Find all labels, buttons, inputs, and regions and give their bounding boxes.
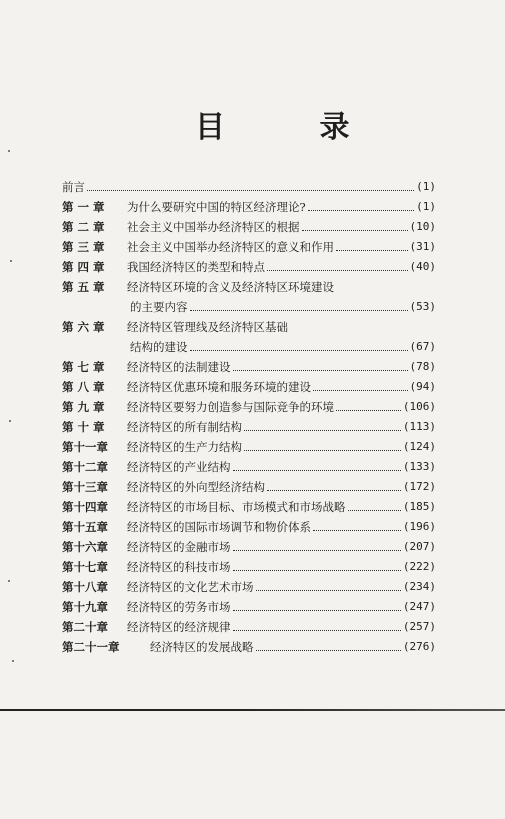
dot-leader xyxy=(233,570,401,571)
bottom-rule xyxy=(0,709,505,711)
dot-leader xyxy=(348,510,401,511)
scan-speck xyxy=(9,420,11,422)
toc-page-number: (40) xyxy=(409,260,436,273)
dot-leader xyxy=(256,590,401,591)
page-title: 目 录 xyxy=(195,110,392,145)
toc-page-number: (172) xyxy=(402,480,436,493)
toc-entry[interactable] xyxy=(62,457,436,477)
dot-leader xyxy=(308,210,414,211)
toc-entry[interactable] xyxy=(62,377,436,397)
toc-page-number: (1) xyxy=(416,200,436,213)
toc-entry[interactable] xyxy=(62,397,436,417)
toc-page-number: (106) xyxy=(402,400,436,413)
toc-chapter-label: 第 八 章 xyxy=(62,380,105,394)
toc-chapter-title: 我国经济特区的类型和特点 xyxy=(127,260,265,274)
toc-entry-preface[interactable] xyxy=(62,177,436,197)
toc-page-number: (94) xyxy=(409,380,436,393)
toc-page-number: (185) xyxy=(402,500,436,513)
toc-page-number: (247) xyxy=(402,600,436,613)
toc-page-number: (67) xyxy=(409,340,436,353)
toc-chapter-label: 第二十章 xyxy=(62,620,108,634)
toc-chapter-title: 社会主义中国举办经济特区的根据 xyxy=(127,220,300,234)
toc-entry[interactable] xyxy=(62,317,436,337)
toc-entry[interactable] xyxy=(62,537,436,557)
toc-entry[interactable] xyxy=(62,577,436,597)
toc-chapter-title: 经济特区的劳务市场 xyxy=(127,600,231,614)
dot-leader xyxy=(244,430,401,431)
toc-entry[interactable] xyxy=(62,637,436,657)
toc-chapter-title: 经济特区的法制建设 xyxy=(127,360,231,374)
toc-chapter-label: 第十七章 xyxy=(62,560,108,574)
toc-chapter-label: 第十二章 xyxy=(62,460,108,474)
scan-speck xyxy=(10,260,12,262)
dot-leader xyxy=(313,390,408,391)
toc-chapter-title: 经济特区的发展战略 xyxy=(150,640,254,654)
toc-entry[interactable] xyxy=(62,237,436,257)
toc-page-number: (124) xyxy=(402,440,436,453)
toc-chapter-title: 经济特区的文化艺术市场 xyxy=(127,580,254,594)
dot-leader xyxy=(244,450,401,451)
toc-chapter-title: 的主要内容 xyxy=(130,300,188,314)
toc-page-number: (196) xyxy=(402,520,436,533)
toc-chapter-label: 第十六章 xyxy=(62,540,108,554)
toc-chapter-title: 经济特区的金融市场 xyxy=(127,540,231,554)
toc-chapter-label: 第 四 章 xyxy=(62,260,105,274)
scan-speck xyxy=(8,580,10,582)
toc-entry[interactable] xyxy=(62,217,436,237)
toc-chapter-label: 第十八章 xyxy=(62,580,108,594)
toc-page-number: (276) xyxy=(402,640,436,653)
toc-chapter-title: 结构的建设 xyxy=(130,340,188,354)
toc-chapter-title: 为什么要研究中国的特区经济理论? xyxy=(127,200,306,214)
dot-leader xyxy=(267,490,401,491)
toc-entry-continuation[interactable] xyxy=(62,297,436,317)
toc-entry-continuation[interactable] xyxy=(62,337,436,357)
scan-speck xyxy=(8,150,10,152)
toc-page-number: (257) xyxy=(402,620,436,633)
toc-chapter-title: 经济特区的市场目标、市场模式和市场战略 xyxy=(127,500,346,514)
toc-chapter-label: 第十四章 xyxy=(62,500,108,514)
toc-chapter-label: 第十一章 xyxy=(62,440,108,454)
toc-page-number: (78) xyxy=(409,360,436,373)
toc-entry[interactable] xyxy=(62,417,436,437)
toc-chapter-label: 第十五章 xyxy=(62,520,108,534)
toc-chapter-label: 第 五 章 xyxy=(62,280,105,294)
dot-leader xyxy=(190,310,408,311)
toc-entry[interactable] xyxy=(62,437,436,457)
toc-entry[interactable] xyxy=(62,357,436,377)
toc-entry[interactable] xyxy=(62,497,436,517)
toc-page-number: (222) xyxy=(402,560,436,573)
toc-page-number: (31) xyxy=(409,240,436,253)
toc-chapter-title: 经济特区的科技市场 xyxy=(127,560,231,574)
dot-leader xyxy=(190,350,408,351)
dot-leader xyxy=(256,650,401,651)
dot-leader xyxy=(233,370,408,371)
toc-chapter-label: 第二十一章 xyxy=(62,640,120,654)
dot-leader xyxy=(233,550,401,551)
table-of-contents xyxy=(62,177,436,657)
toc-chapter-title: 经济特区的所有制结构 xyxy=(127,420,242,434)
toc-chapter-label: 前言 xyxy=(62,180,85,194)
dot-leader xyxy=(233,470,401,471)
toc-page-number: (10) xyxy=(409,220,436,233)
dot-leader xyxy=(336,250,408,251)
toc-chapter-title: 经济特区的经济规律 xyxy=(127,620,231,634)
toc-chapter-label: 第十九章 xyxy=(62,600,108,614)
toc-page-number: (113) xyxy=(402,420,436,433)
toc-entry[interactable] xyxy=(62,517,436,537)
toc-chapter-label: 第十三章 xyxy=(62,480,108,494)
toc-entry[interactable] xyxy=(62,597,436,617)
dot-leader xyxy=(267,270,408,271)
toc-chapter-title: 经济特区环境的含义及经济特区环境建设 xyxy=(127,280,334,294)
toc-entry[interactable] xyxy=(62,477,436,497)
toc-chapter-label: 第 十 章 xyxy=(62,420,105,434)
toc-entry[interactable] xyxy=(62,617,436,637)
toc-chapter-label: 第 二 章 xyxy=(62,220,105,234)
toc-chapter-title: 经济特区的产业结构 xyxy=(127,460,231,474)
dot-leader xyxy=(233,630,401,631)
toc-page-number: (53) xyxy=(409,300,436,313)
dot-leader xyxy=(313,530,401,531)
toc-chapter-label: 第 九 章 xyxy=(62,400,105,414)
toc-chapter-title: 经济特区的国际市场调节和物价体系 xyxy=(127,520,311,534)
toc-chapter-label: 第 六 章 xyxy=(62,320,105,334)
toc-page-number: (207) xyxy=(402,540,436,553)
dot-leader xyxy=(87,190,414,191)
dot-leader xyxy=(302,230,408,231)
toc-page-number: (234) xyxy=(402,580,436,593)
toc-entry[interactable] xyxy=(62,197,436,217)
toc-page-number: (133) xyxy=(402,460,436,473)
dot-leader xyxy=(233,610,401,611)
toc-chapter-title: 经济特区优惠环境和服务环境的建设 xyxy=(127,380,311,394)
toc-entry[interactable] xyxy=(62,557,436,577)
toc-entry[interactable] xyxy=(62,277,436,297)
toc-chapter-title: 经济特区的生产力结构 xyxy=(127,440,242,454)
toc-entry[interactable] xyxy=(62,257,436,277)
toc-chapter-label: 第 七 章 xyxy=(62,360,105,374)
toc-chapter-title: 经济特区管理线及经济特区基础 xyxy=(127,320,288,334)
toc-chapter-title: 社会主义中国举办经济特区的意义和作用 xyxy=(127,240,334,254)
toc-page-number: (1) xyxy=(416,180,436,193)
toc-chapter-title: 经济特区要努力创造参与国际竞争的环境 xyxy=(127,400,334,414)
scan-speck xyxy=(12,660,14,662)
toc-chapter-label: 第 一 章 xyxy=(62,200,105,214)
toc-chapter-title: 经济特区的外向型经济结构 xyxy=(127,480,265,494)
toc-chapter-label: 第 三 章 xyxy=(62,240,105,254)
dot-leader xyxy=(336,410,401,411)
